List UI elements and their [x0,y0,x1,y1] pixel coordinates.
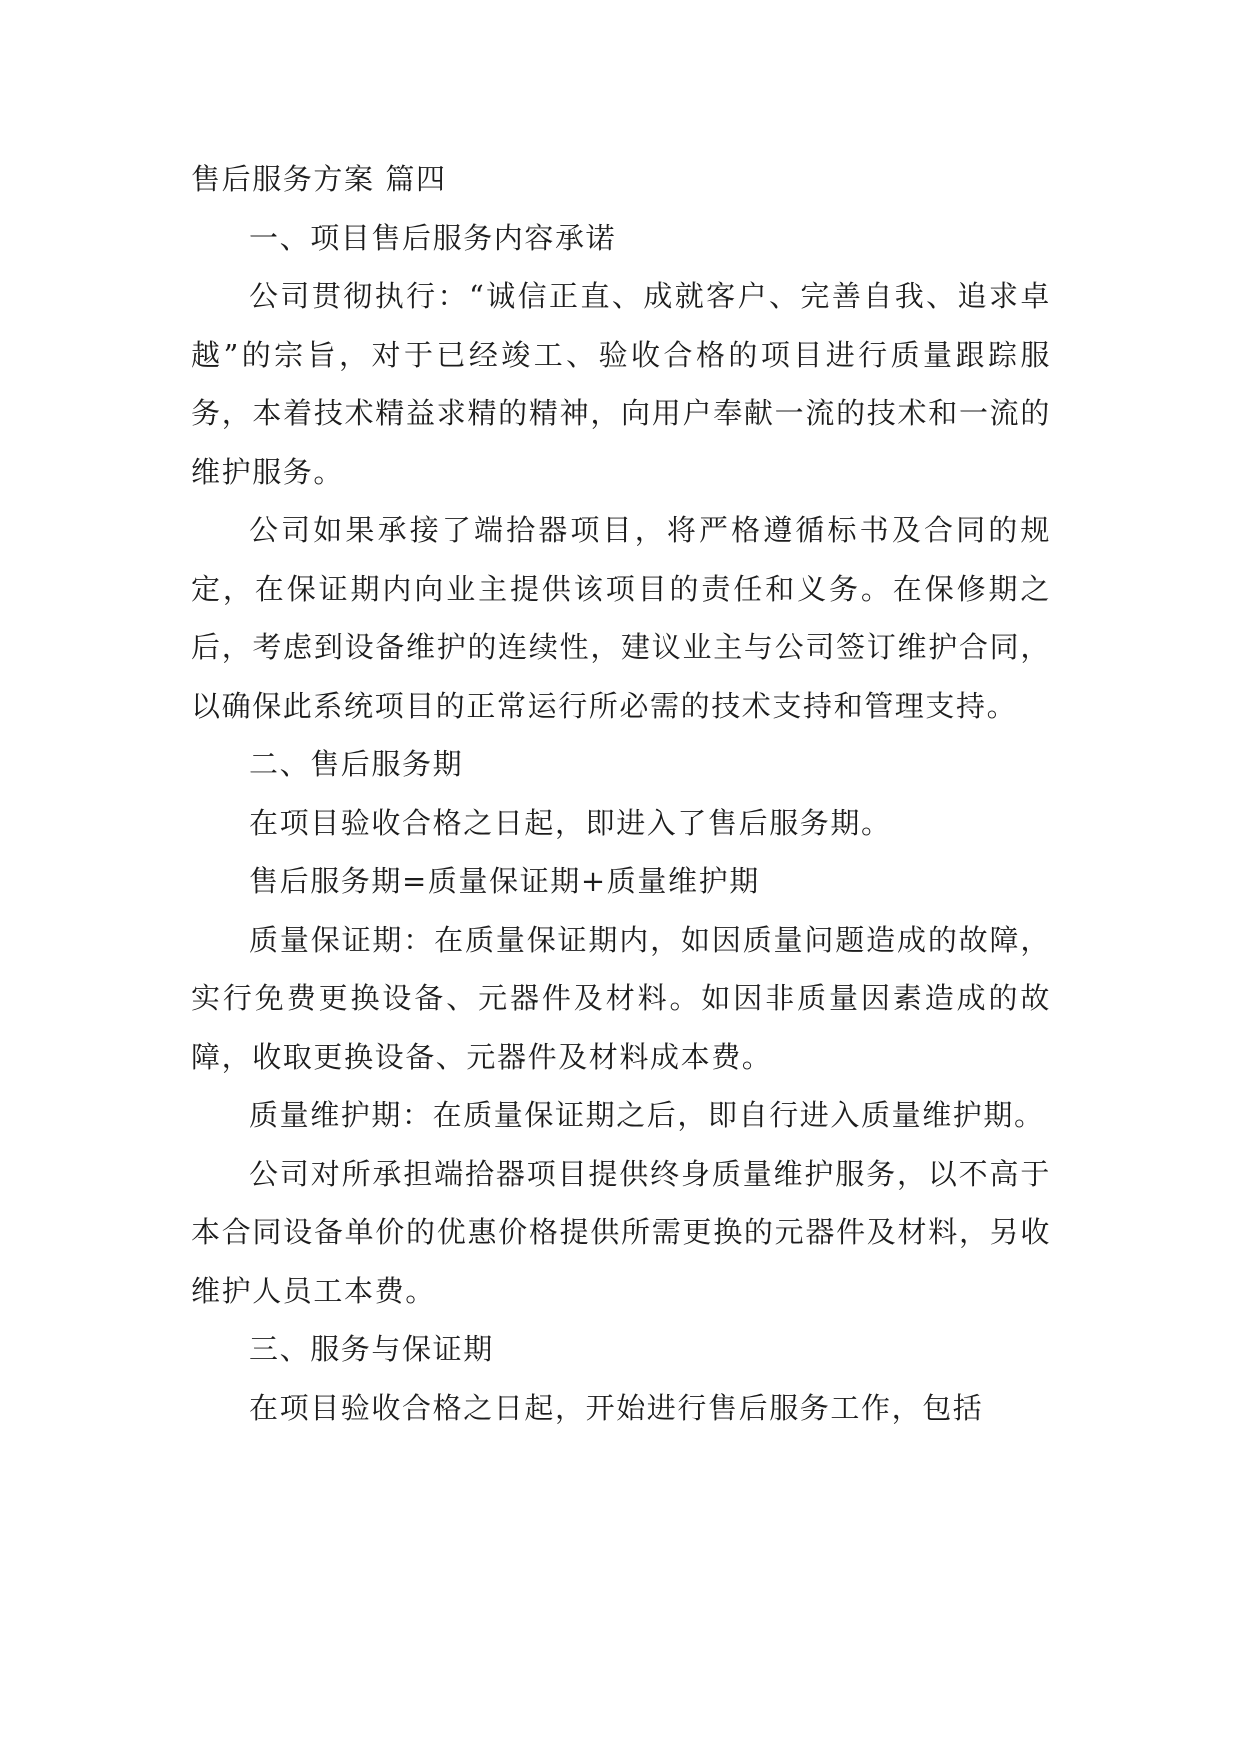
paragraph-service-period-formula: 售后服务期=质量保证期+质量维护期 [249,864,760,898]
document-page [191,150,1051,1437]
paragraph-service-start: 在项目验收合格之日起，开始进行售后服务工作，包括 [249,1390,984,1425]
document-title: 售后服务方案 篇四 [191,162,447,196]
paragraph-maintenance-period: 质量维护期：在质量保证期之后，即自行进入质量维护期。 [249,1098,1045,1132]
section-heading-3: 三、服务与保证期 [249,1332,494,1366]
section-heading-2: 二、售后服务期 [249,747,464,781]
paragraph-commitment: 公司贯彻执行：“诚信正直、成就客户、完善自我、追求卓越”的宗旨，对于已经竣工、验收合格的项目进行质量跟踪服务，本着技术精益求精的精神，向用户奉献一流的技术和一流的维护服务。 [191,279,1051,489]
paragraph-warranty-period: 质量保证期：在质量保证期内，如因质量问题造成的故障，实行免费更换设备、元器件及材料。如因非质量因素造成的故障，收取更换设备、元器件及材料成本费。 [191,922,1051,1074]
section-heading-1: 一、项目售后服务内容承诺 [249,220,617,255]
paragraph-lifetime-maintenance: 公司对所承担端拾器项目提供终身质量维护服务，以不高于本合同设备单价的优惠价格提供所需更换的元器件及材料，另收维护人员工本费。 [191,1156,1051,1308]
paragraph-service-period-start: 在项目验收合格之日起，即进入了售后服务期。 [249,805,892,840]
paragraph-contract-obligations: 公司如果承接了端拾器项目，将严格遵循标书及合同的规定，在保证期内向业主提供该项目的责任和义务。在保修期之后，考虑到设备维护的连续性，建议业主与公司签订维护合同，以确保此系统项目的正常运行所必需的技术支持和管理支持。 [191,513,1051,723]
